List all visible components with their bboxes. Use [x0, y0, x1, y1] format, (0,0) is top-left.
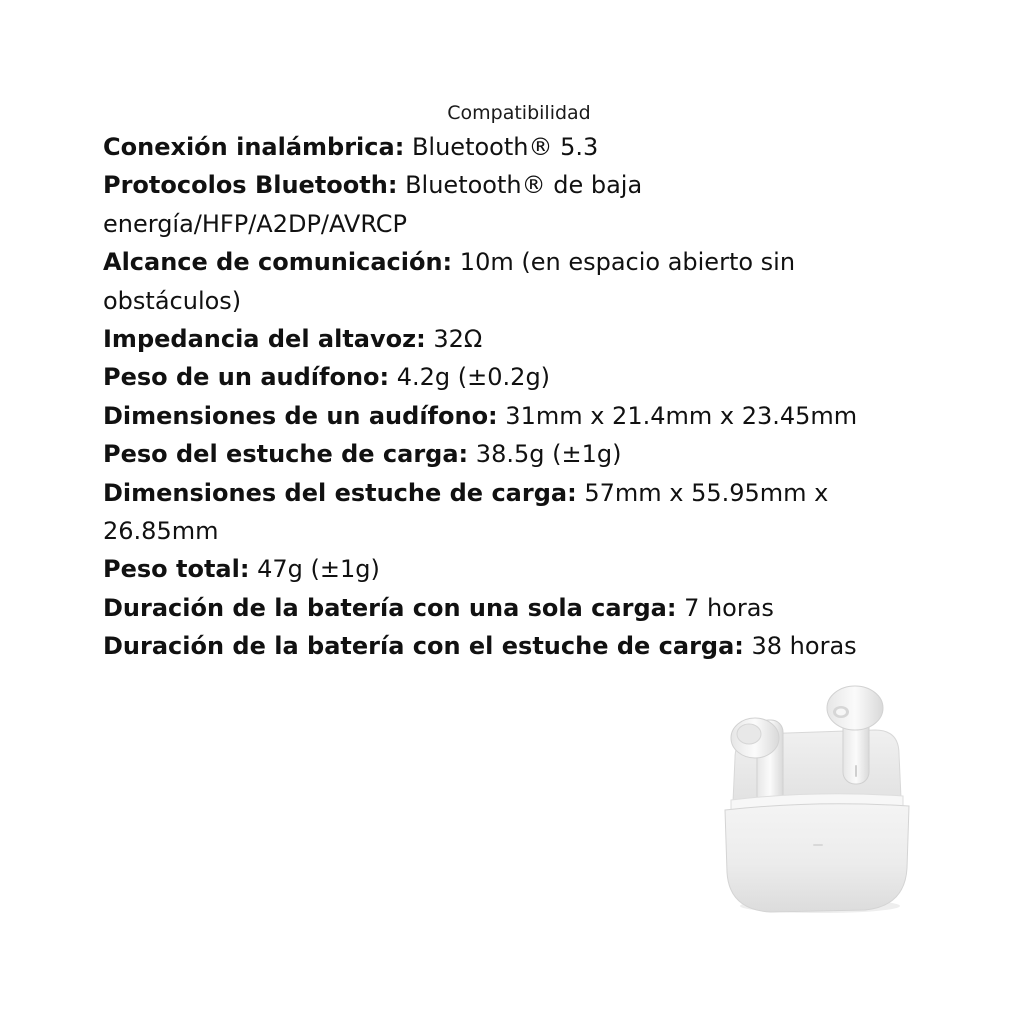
spec-item-total-weight	[103, 550, 913, 588]
spec-value: 57mm x 55.95mm x 26.85mm	[103, 478, 829, 546]
spec-value: 32Ω	[433, 325, 483, 354]
spec-label: Protocolos Bluetooth:	[103, 171, 398, 200]
spec-label: Dimensiones de un audífono:	[103, 401, 498, 430]
spec-label: Duración de la batería con una sola carga:	[103, 593, 677, 622]
spec-label: Conexión inalámbrica:	[103, 133, 405, 161]
spec-label: Duración de la batería con el estuche de carga:	[103, 632, 744, 661]
section-heading: Compatibilidad	[447, 102, 591, 124]
spec-value: Bluetooth® 5.3	[411, 133, 599, 161]
earbuds-case-image	[715, 668, 915, 918]
spec-value: 4.2g (±0.2g)	[396, 363, 551, 392]
spec-item-battery-single-charge	[103, 589, 913, 627]
spec-item-wireless-connection	[103, 128, 913, 166]
spec-value: 10m (en espacio abierto sin obstáculos)	[103, 248, 796, 315]
spec-item-case-dimensions	[103, 474, 913, 551]
spec-value: 38 horas	[751, 632, 857, 661]
spec-item-earbud-dimensions	[103, 397, 913, 435]
spec-item-communication-range	[103, 243, 913, 320]
spec-value: 47g (±1g)	[257, 555, 380, 584]
spec-value: 7 horas	[684, 593, 774, 622]
spec-item-battery-with-case	[103, 627, 913, 665]
spec-list	[103, 128, 913, 666]
spec-label: Alcance de comunicación:	[103, 248, 453, 277]
spec-label: Dimensiones del estuche de carga:	[103, 478, 577, 507]
spec-label: Peso total:	[103, 555, 250, 584]
spec-label: Peso de un audífono:	[103, 363, 390, 392]
spec-item-case-weight	[103, 435, 913, 473]
spec-item-bluetooth-protocols	[103, 166, 913, 243]
spec-value: 31mm x 21.4mm x 23.45mm	[505, 401, 858, 430]
spec-label: Peso del estuche de carga:	[103, 440, 469, 469]
spec-value: 38.5g (±1g)	[475, 440, 622, 469]
spec-label: Impedancia del altavoz:	[103, 325, 426, 354]
spec-item-speaker-impedance	[103, 320, 913, 358]
spec-item-earbud-weight	[103, 358, 913, 396]
spec-value: Bluetooth® de baja energía/HFP/A2DP/AVRCP	[103, 171, 643, 238]
